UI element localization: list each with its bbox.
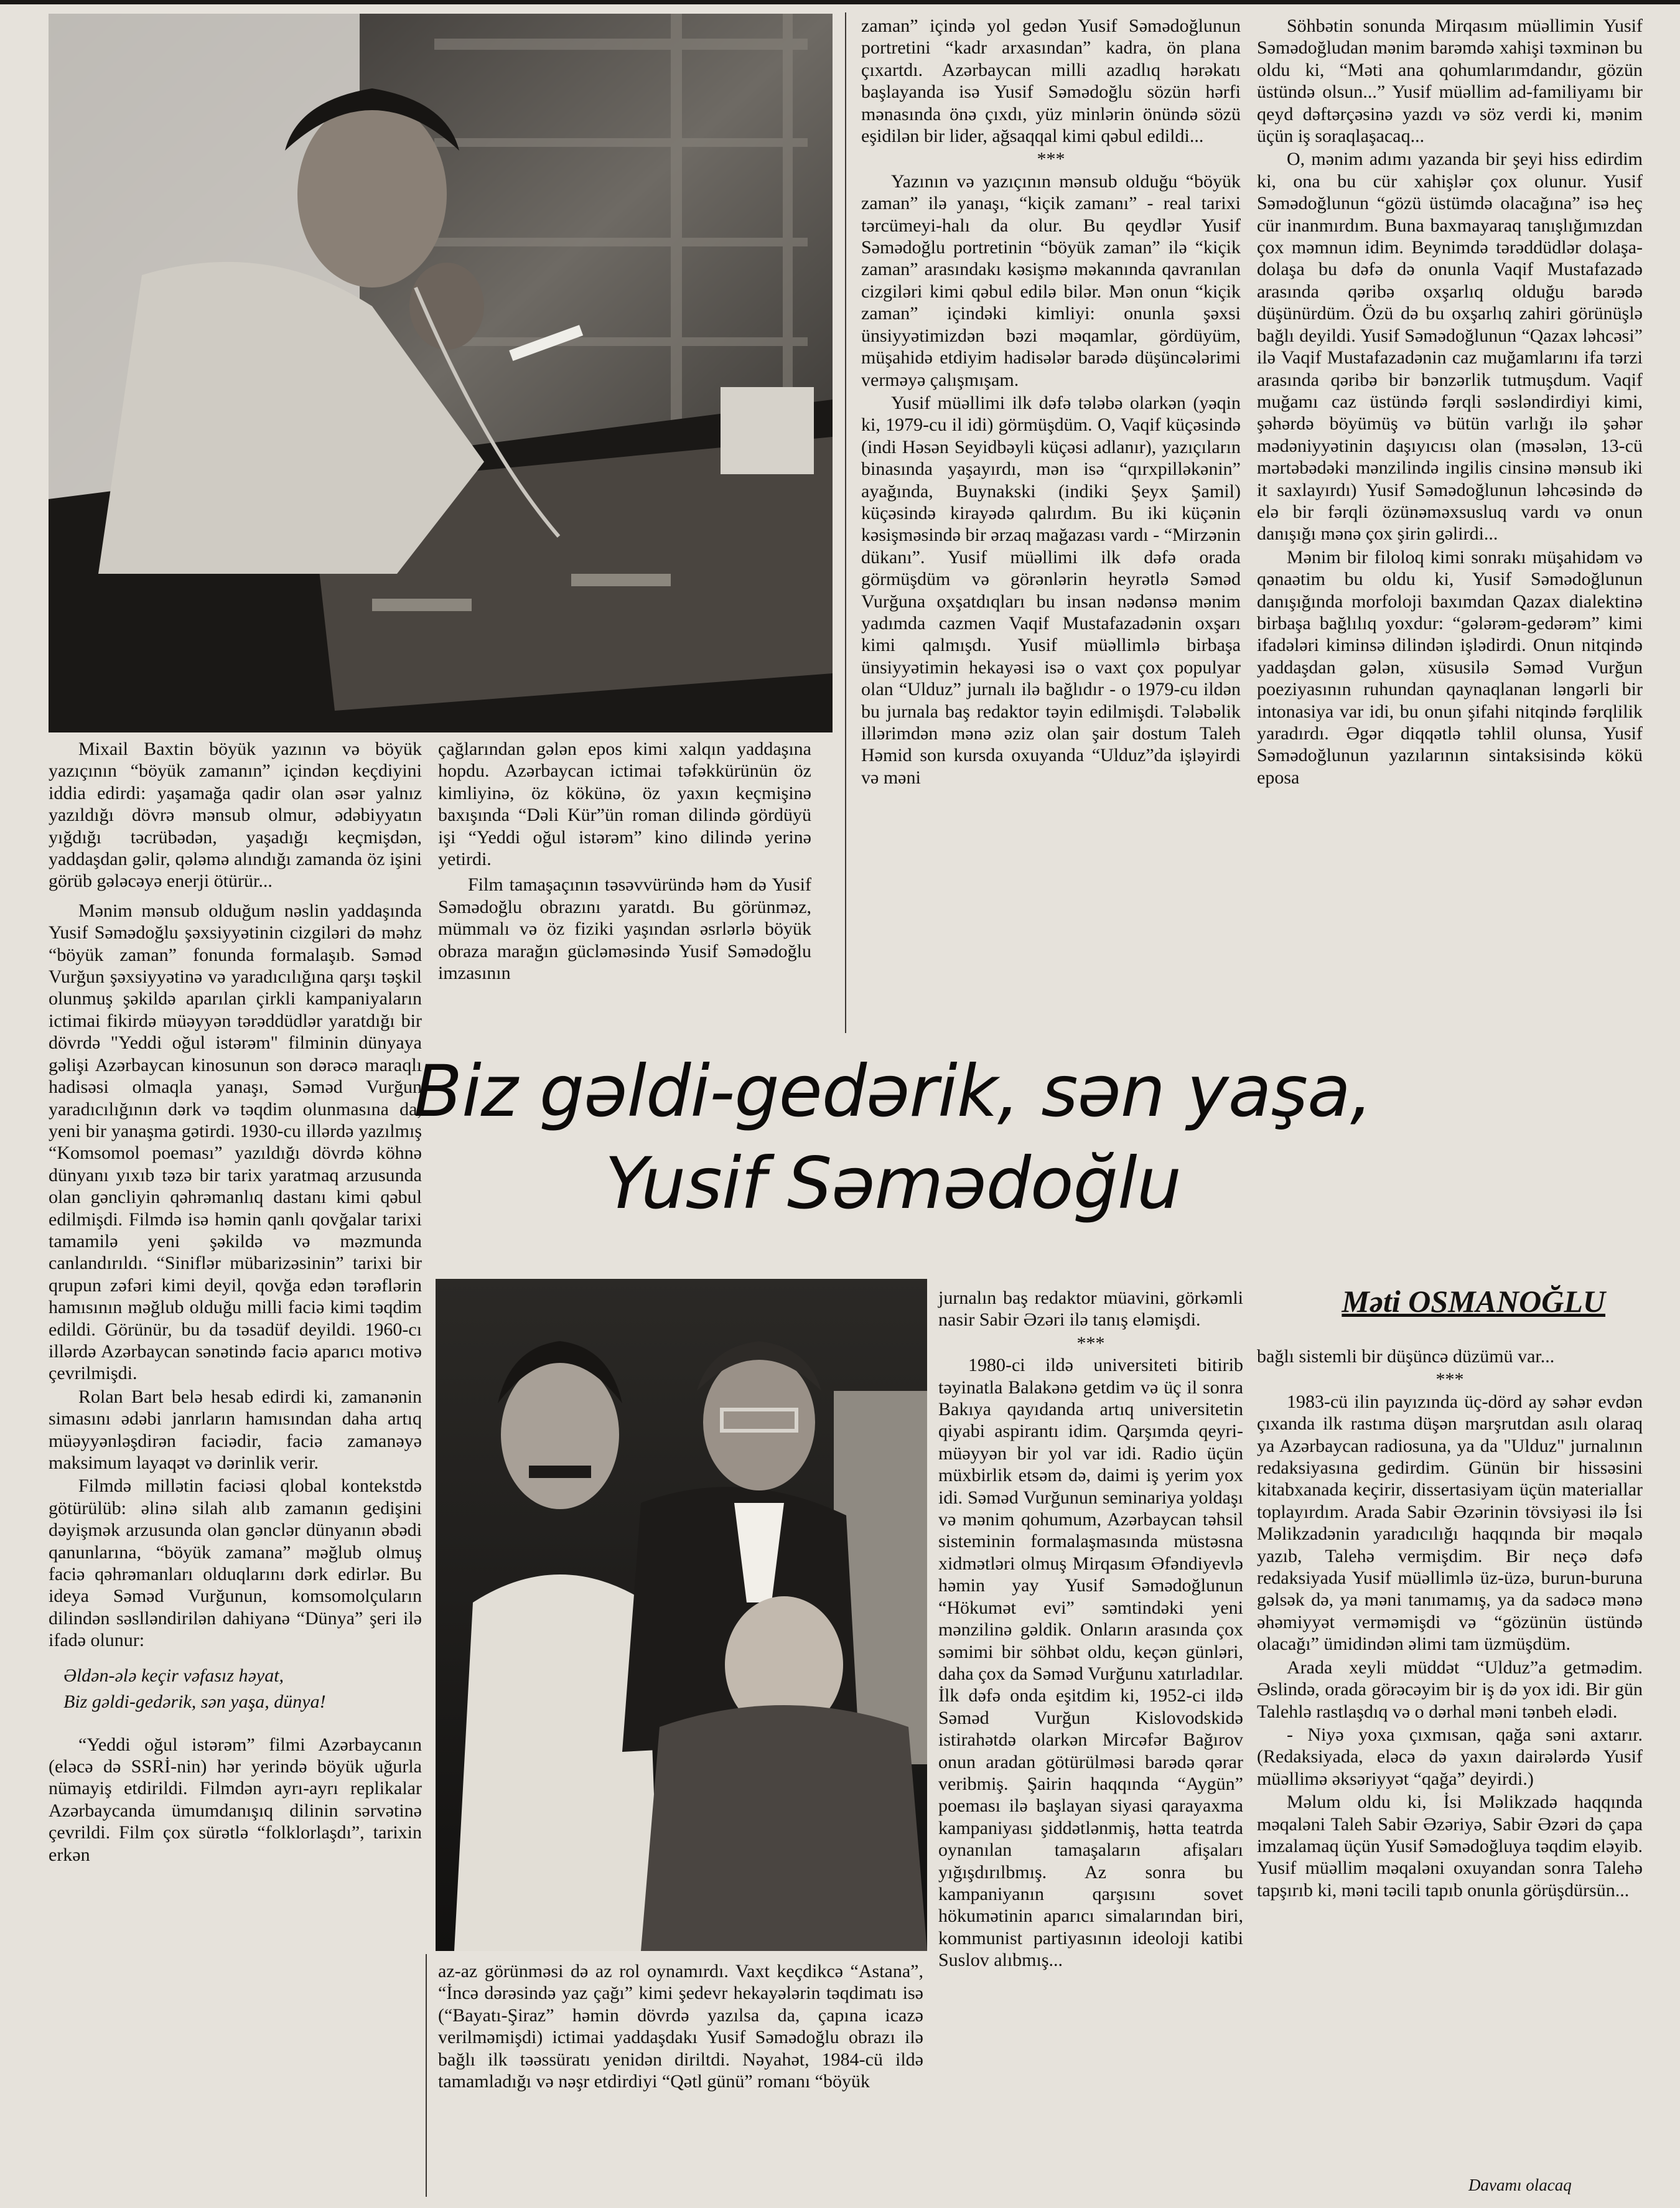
column-4-top (1257, 15, 1643, 790)
paragraph: Rolan Bart belə hesab edirdi ki, zamanənin simasını ədəbi janrların hamısından daha artıq müəyyənləşdirən faciədir, faciə zamanəyə maksimum layaqət və dərinlik verir. (49, 1386, 422, 1473)
rule-top-right (845, 12, 846, 1033)
paragraph: O, mənim adımı yazanda bir şeyi hiss edirdim ki, ona bu cür xahişlər çox olunur. Yusif Səmədoğlunun “gözü üstümdə olacağına” isə heç cür inanmırdım. Buna baxmayaraq tanışlığımızdan çox məmnun idim. Beynimdə tərəddüdlər dolaşa-dolaşa bu dəfə də onunla Vaqif Mustafazadə arasında qəribə oxşarlıq olduğu barədə düşünürdüm. Özü də bu oxşarlıq zahiri görünüşlə bağlı deyildi. Yusif Səmədoğlunun “Qazax ləhcəsi” ilə Vaqif Mustafazadənin caz muğamlarını ifa tərzi arasında qəribə bir bənzərlik tutmuşdum. Vaqif muğamı caz üstündə fərqli səsləndirdiyi kimi, şəhərdə böyümüş və bütün varlığı ilə şəhər mədəniyyətinin daşıyıcısı olan (məsələn, 13-cü mərtəbədəki mənzilində ingilis cinsinə mənsub iki it saxlayırdı) Yusif Səmədoğlunun ləhcəsində də elə bir fərqli özünəməxsusluq vardı və onun danışığı mənə çox şirin gəlirdi... (1257, 149, 1643, 545)
article-headline (348, 1046, 1437, 1230)
section-separator: *** (1435, 1369, 1464, 1390)
poem-quote (49, 1663, 422, 1715)
paragraph: bağlı sistemli bir düşüncə düzümü var... (1257, 1346, 1555, 1367)
section-separator: *** (1076, 1332, 1105, 1354)
column-1 (49, 738, 422, 1867)
headline-line-1: Biz gəldi-gedərik, sən yaşa, (413, 1050, 1373, 1133)
paragraph: Film tamaşaçının təsəvvüründə həm də Yusif Səmədoğlu obrazını yaratdı. Bu görünməz, mümmalı və öz fiziki yaşından əsrlərlə böyük obraza marağın gücləməsində Yusif Səmədoğlu imzasının (438, 874, 811, 984)
paragraph: “Yeddi oğul istərəm” filmi Azərbaycanın (eləcə də SSRİ-nin) hər yerində böyük uğurla nümayiş etdirildi. Filmdən ayrı-ayrı replikalar Azərbaycanda ümumdanışıq dilinin sərvətinə çevrildi. Film çox sürətlə “folklorlaşdı”, tarixin erkən (49, 1734, 422, 1865)
headline-line-2: Yusif Səmədoğlu (605, 1142, 1181, 1225)
paragraph: Arada xeyli müddət “Ulduz”a getmədim. Əslində, orada görəcəyim bir iş də yox idi. Bir gün Talehlə rastlaşdıq və o dərhal məni tənbeh elədi. (1257, 1657, 1643, 1722)
column-3-bottom (938, 1287, 1243, 1973)
column-4-bottom (1257, 1345, 1643, 1902)
paragraph: Söhbətin sonunda Mirqasım müəllimin Yusif Səmədoğludan mənim barəmdə xahişi təxminən bu oldu ki, “Məti ana qohumlarımdandır, gözün üstündə olsun...” Yusif müəllim ad-familiyamı bir qeyd dəftərçəsinə yazdı və söz verdi ki, mənim üçün iş soraqlaşacaq... (1257, 16, 1643, 147)
photo-caption: Mixail Baxtin böyük yazının və böyük yazıçının “böyük zamanın” içindən keçdiyini iddia edirdi: yaşamağa qadir olan əsər yalnız yazıldığı dövrə mənsub olmur, ədəbiyyatın yığdığı təcrübədən, yaşadığı keçmişdən, yaddaşdan gəlir, qələmə alındığı zamanda öz işini görüb gələcəyə enerji ötürür... (49, 739, 422, 892)
paragraph: çağlarından gələn epos kimi xalqın yaddaşına hopdu. Azərbaycan ictimai təfəkkürünün öz kimliyinə, öz kökünə, öz yaxın keçmişinə baxışında “Dəli Kür”ün roman dilində gördüyü işi “Yeddi oğul istərəm” kino dilində yerinə yetirdi. (438, 739, 811, 870)
rule-bottom-left (426, 1954, 427, 2197)
paragraph: zaman” içində yol gedən Yusif Səmədoğlunun portretini “kadr arxasından” kadra, ön plana çıxartdı. Azərbaycan milli azadlıq hərəkatı başlayanda isə Yusif Səmədoğlu sözün hərfi mənasında önə çıxdı, yüz minlərin önündə sözü eşidilən bir lider, ağsaqqal kimi qəbul edildi... (861, 16, 1241, 147)
poem-line: Əldən-ələ keçir vəfasız həyat, (63, 1665, 284, 1686)
column-3-top (861, 15, 1241, 790)
paragraph: jurnalın baş redaktor müavini, görkəmli nasir Sabir Əzəri ilə tanış eləmişdi. (938, 1288, 1243, 1331)
paragraph: Mənim bir filoloq kimi sonrakı müşahidəm və qənaətim bu oldu ki, Yusif Səmədoğlunun danışığında morfoloji baxımdan Qazax dialektinə birbaşa bağlılıq yoxdur: “gələrəm-gedərəm” kimi ifadələri kiminsə dilindən işlədirdi. Onun nitqində yaddaşdan gələn, xüsusilə Səməd Vurğun poeziyasının ruhundan qaynaqlanan ləngərli bir intonasiya var idi, bu onun şifahi nitqində fərqlilik yaradırdı. Əgər diqqətlə təhlil olunsa, Yusif Səmədoğlunun yazılarının sintaksisində kökü eposa (1257, 546, 1643, 788)
author-byline: Məti OSMANOĞLU (1342, 1284, 1605, 1319)
photo-writer-on-phone (49, 14, 833, 732)
column-2-bottom (438, 1960, 923, 2093)
paragraph: Məlum oldu ki, İsi Məlikzadə haqqında məqaləni Taleh Sabir Əzəriyə, Sabir Əzəri də çapa imzalamaq üçün Yusif Səmədoğluya təqdim eləyib. Yusif müəllim məqaləni oxuyandan sonra Talehə tapşırıb ki, məni təcili tapıb onunla görüşdürsün... (1257, 1792, 1643, 1901)
column-2-top (438, 738, 811, 985)
paragraph: az-az görünməsi də az rol oynamırdı. Vaxt keçdikcə “Astana”, “İncə dərəsində yaz çağı” kimi şedevr hekayələrin təqdimatı isə (“Bayatı-Şiraz” həmin dövrdə yazılsa da, çapına icazə verilməmişdi) ictimai yaddaşdakı Yusif Səmədoğlu obrazı ilə bağlı ilk təəssüratı yenidən diriltdi. Nəyahət, 1984-cü ildə tamamladığı və nəşr etdirdiyi “Qətl günü” romanı “böyük (438, 1961, 923, 2092)
paragraph: Yusif müəllimi ilk dəfə tələbə olarkən (yəqin ki, 1979-cu il idi) görmüşdüm. O, Vaqif küçəsində (indi Həsən Seyidbəyli küçəsi adlanır), yazıçıların binasında yaşayırdı, mən isə “qırxpilləkənin” ayağında, Buynakski (indiki Şeyx Şamil) küçəsində kirayədə qalırdım. Bu iki küçənin kəsişməsində bir ərzaq mağazası vardı - “Mirzənin dükanı”. Yusif müəllimi ilk dəfə orada görmüşdüm və görənlərin heyrətlə Səməd Vurğuna oxşatdıqları bu insan nədənsə mənim yadımda cazmen Vaqif Mustafazadənin oxşarı kimi qalmışdı. Yusif müəllimlə birbaşa ünsiyyətimin hekayəsi isə o vaxt çox populyar olan “Ulduz” jurnalı ilə bağlıdır - o 1979-cu ildən bu jurnala baş redaktor təyin edilmişdi. Tələbəlik illərimdən mənə əziz olan şair dostum Taleh Həmid son kursda oxuyanda “Ulduz”da işləyirdi və məni (861, 392, 1241, 788)
section-separator: *** (1037, 149, 1065, 170)
paragraph: Mənim mənsub olduğum nəslin yaddaşında Yusif Səmədoğlu şəxsiyyətinin cizgiləri də məhz “böyük zaman” fonunda formalaşıb. Səməd Vurğun şəxsiyyətinə və yaradıcılığına qarşı təşkil olunmuş şəkildə aparılan çirkli kampaniyaların ictimai fikirdə müəyyən tərəddüdlər yaratdığı bir dövrdə "Yeddi oğul istərəm" filminin dünyaya gəlişi Azərbaycan kinosunun son dərəcə maraqlı hadisəsi olmaqla yanaşı, Səməd Vurğun yaradıcılığının dərk və təqdim olunmasına da, yeni bir yanaşma gətirdi. 1930-cu illərdə yazılmış “Komsomol poeması” yazıldığı dövrdə köhnə dünyanı yıxıb təzə bir tarix yaratmaq arzusunda olan gəncliyin qəhrəmanlıq dastanı kimi qəbul edilmişdi. Filmdə isə həmin qanlı qovğalar tarixi tamamilə yeni şəkildə və məzmunda canlandırıldı. “Siniflər mübarizəsinin” tarixi bir qrupun zəfəri kimi deyil, qovğa edən tərəflərin hamısının məğlub olduğu milli faciə kimi təqdim edildi. Görünür, bu da təsadüf deyildi. 1960-cı illərdə Azərbaycan sənətində faciə aparıcı motivə çevrilmişdi. (49, 900, 422, 1384)
continued-note: Davamı olacaq (1468, 2176, 1572, 2194)
paragraph: 1983-cü ilin payızında üç-dörd ay səhər evdən çıxanda ilk rastıma düşən marşrutdan asılı olaraq ya Azərbaycan radiosuna, ya da "Ulduz" jurnalının redaksiyasına gedirdim. Günün bir hissəsini kitabxanada keçirir, dissertasiyam üçün materiallar toplayırdım. Arada Sabir Əzərinin tövsiyəsi ilə İsi Məlikzadənin yaradıcılığı haqqında bir məqalə yazıb, Talehə vermişdim. Bir neçə dəfə redaksiyada Yusif müəllimlə üz-üzə, burun-buruna gəlsək də, ya məni tanımamış, ya da sadəcə mənə əhəmiyyət verməmişdi və “gözünün üstündə olacağı” ümidindən əlimi tam üzmüşdüm. (1257, 1391, 1643, 1655)
poem-line: Biz gəldi-gedərik, sən yaşa, dünya! (63, 1691, 326, 1712)
paragraph: Filmdə millətin faciəsi qlobal kontekstdə götürülüb: əlinə silah alıb zamanın gedişini dəyişmək arzusunda olan gənclər dünyanın əbədi qanunlarına, “böyük zamana” məğlub olmuş faciə qəhrəmanları olduqlarını dərk edirlər. Bu ideya Səməd Vurğunun, komsomolçuların dilindən səslləndirilən dahiyanə “Dünya” şeri ilə ifadə olunur: (49, 1476, 422, 1651)
paragraph: 1980-ci ildə universiteti bitirib təyinatla Balakənə getdim və üç il sonra Bakıya qayıdanda artıq universitetin qiyabi aspirantı idim. Qarşımda qeyri-müəyyən bir yol var idi. Radio üçün müxbirlik etsəm də, daimi iş yerim yox idi. Səməd Vurğunun seminariya yoldaşı və mənim qohumum, Azərbaycan təhsil sisteminin formalaşmasında müstəsna xidmətləri olmuş Mirqasım Əfəndiyevlə həmin yay Yusif Səmədoğlunun “Hökumət evi” səmtindəki yeni mənzilinə gəldik. Onların arasında çox səmimi bir söhbət oldu, keçən günləri, daha çox da Səməd Vurğunu xatırladılar. İlk dəfə onda eşitdim ki, 1952-ci ildə Səməd Vurğun Kislovodskidə istirahətdə olarkən Mircəfər Bağırov onun aradan götürülməsi barədə qərar veribmiş. Şairin haqqında “Aygün” poeması ilə başlayan siyasi qarayaxma kampaniyası şiddətlənmiş, hətta teatrda oynanılan tamaşaların afişaları yığışdırılbmış. Az sonra bu kampaniyanın qarşısını sovet hökumətinin aparıcı simalarından biri, kommunist partiyasının ideoloji katibi Suslov alıbmış... (938, 1355, 1243, 1971)
photo-group-portrait (436, 1279, 927, 1951)
top-border (0, 0, 1680, 4)
paragraph: Yazının və yazıçının mənsub olduğu “böyük zaman” ilə yanaşı, “kiçik zamanı” - real tarixi tərcümeyi-halı da olur. Bu qeydlər Yusif Səmədoğlu portretinin “böyük zaman” ilə “kiçik zaman” arasındakı kəsişmə məkanında qavranılan cizgiləri kimi qəbul edilə bilər. Mən onun “kiçik zaman” içindəki kimliyi: onunla şəxsi ünsiyyətimizdən bəzi məqamlar, gördüyüm, müşahidə etdiyim hadisələr barədə düşüncələrimi verməyə çalışmışam. (861, 171, 1241, 390)
paragraph: - Niyə yoxa çıxmısan, qağa səni axtarır. (Redaksiyada, eləcə də yaxın dairələrdə Yusif müəllimə əksəriyyət “qağa” deyirdi.) (1257, 1724, 1643, 1789)
